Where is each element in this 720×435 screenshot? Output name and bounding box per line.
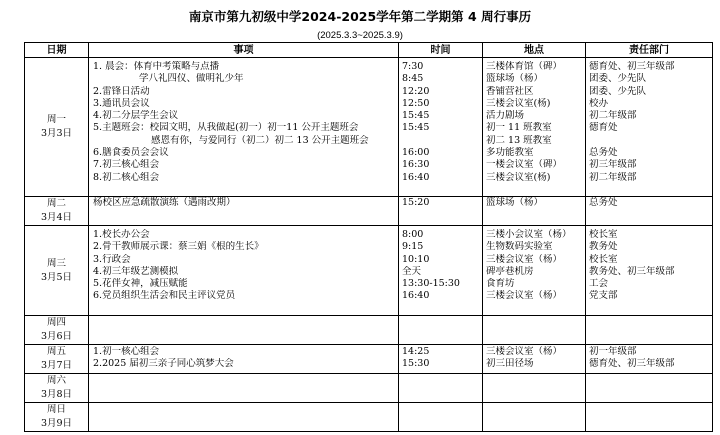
time-cell	[399, 345, 483, 374]
dept-cell	[586, 316, 713, 345]
schedule-item: 感恩有你，与爱同行（初二）初二 13 公开主题班会	[151, 134, 369, 146]
item-cell	[89, 58, 399, 197]
schedule-item: 8.初二核心组会	[93, 171, 160, 183]
date-label: 3月3日	[40, 128, 73, 139]
schedule-dept	[586, 135, 712, 147]
table-row	[25, 403, 713, 432]
schedule-dept: 德育处、初三年级部	[589, 358, 675, 370]
dept-cell	[586, 226, 713, 316]
schedule-dept: 初二年级部	[589, 171, 637, 183]
table-row	[25, 316, 713, 345]
place-cell	[483, 316, 586, 345]
schedule-place: 篮球场（杨）	[486, 73, 544, 85]
schedule-place: 活力剧场	[486, 110, 525, 122]
item-cell	[89, 226, 399, 316]
schedule-time: 13:30-15:30	[402, 278, 460, 290]
schedule-item: 1. 晨会：体育中考策略与点播	[93, 61, 220, 72]
weekday-label: 周二	[46, 198, 66, 209]
schedule-item: 3.通讯员会议	[93, 97, 150, 109]
schedule-time: 7:30	[402, 61, 424, 72]
date-label: 3月4日	[40, 212, 73, 223]
item-cell	[89, 403, 399, 432]
schedule-place: 多功能教室	[486, 147, 534, 159]
table-row	[25, 197, 713, 226]
day-cell	[25, 403, 89, 432]
header-dept: 责任部门	[586, 43, 713, 58]
header-place: 地点	[483, 43, 586, 58]
schedule-place: 三楼小会议室（杨）	[486, 229, 572, 240]
weekday-label: 周一	[46, 114, 66, 125]
schedule-dept: 初三年级部	[589, 159, 637, 171]
schedule-time: 14:25	[402, 346, 430, 357]
schedule-item: 2.骨干教师展示课：蔡三娟《根的生长》	[93, 241, 264, 253]
schedule-dept: 党支部	[589, 290, 618, 302]
table-row	[25, 58, 713, 197]
dept-cell	[586, 345, 713, 374]
date-label: 3月8日	[40, 389, 73, 400]
schedule-item: 5.花伴女神，减压赋能	[93, 278, 188, 290]
schedule-time: 10:10	[402, 253, 430, 265]
schedule-dept: 总务处	[589, 147, 618, 159]
date-label: 3月5日	[40, 271, 73, 283]
schedule-dept: 总务处	[589, 197, 618, 208]
table-row	[25, 374, 713, 403]
header-item: 事项	[89, 43, 399, 58]
schedule-place: 三楼会议室（杨）	[486, 290, 563, 302]
schedule-time: 16:30	[402, 159, 430, 171]
schedule-item: 5.主题班会：校园文明，从我做起(初一）初一11 公开主题班会	[93, 122, 359, 134]
schedule-place: 篮球场（杨）	[486, 197, 544, 208]
schedule-time: 16:40	[402, 171, 430, 183]
schedule-place: 食育坊	[486, 278, 515, 290]
schedule-item: 2.2025 届初三亲子同心筑梦大会	[93, 358, 234, 370]
place-cell	[483, 403, 586, 432]
schedule-item: 6.膳食委员会会议	[93, 147, 169, 159]
schedule-item: 1.校长办公会	[93, 229, 150, 240]
day-cell	[25, 316, 89, 345]
schedule-time: 15:45	[402, 110, 430, 122]
schedule-time: 15:20	[402, 197, 430, 208]
date-label: 3月6日	[40, 331, 73, 342]
time-cell	[399, 374, 483, 403]
schedule-item: 杨校区应急疏散演练（遇雨改期）	[93, 197, 236, 208]
page-title: 南京市第九初级中学2024-2025学年第二学期第 4 周行事历	[188, 9, 532, 24]
schedule-time: 9:15	[402, 241, 424, 253]
schedule-dept: 初一年级部	[589, 346, 637, 357]
schedule-dept: 德育处	[589, 122, 618, 134]
schedule-place: 一楼会议室（碑）	[486, 159, 563, 171]
day-cell	[25, 226, 89, 316]
schedule-time: 16:00	[402, 147, 430, 159]
place-cell	[483, 374, 586, 403]
dept-cell	[586, 197, 713, 226]
schedule-place: 生物数码实验室	[486, 241, 553, 253]
schedule-item: 7.初三核心组会	[93, 159, 160, 171]
place-cell	[483, 345, 586, 374]
item-cell	[89, 197, 399, 226]
weekday-label: 周四	[46, 317, 66, 328]
schedule-time: 12:20	[402, 85, 430, 97]
schedule-dept: 初二年级部	[589, 110, 637, 122]
schedule-place: 初一 11 班教室	[486, 122, 552, 134]
weekday-label: 周三	[46, 257, 66, 269]
time-cell	[399, 316, 483, 345]
schedule-time: 16:40	[402, 290, 430, 302]
schedule-place: 三楼会议室（杨）	[486, 346, 563, 357]
day-cell	[25, 374, 89, 403]
schedule-place: 三楼会议室(杨)	[486, 97, 551, 109]
table-header-row	[25, 43, 713, 58]
header-time: 时间	[399, 43, 483, 58]
schedule-time: 全天	[402, 265, 422, 277]
schedule-dept: 校长室	[589, 253, 618, 265]
place-cell	[483, 226, 586, 316]
schedule-time: 15:45	[402, 122, 430, 134]
place-cell	[483, 58, 586, 197]
table-row	[25, 226, 713, 316]
item-cell	[89, 316, 399, 345]
dept-cell	[586, 374, 713, 403]
day-cell	[25, 345, 89, 374]
day-cell	[25, 197, 89, 226]
time-cell	[399, 58, 483, 197]
weekly-schedule-table	[24, 42, 713, 432]
schedule-time: 15:30	[402, 358, 430, 370]
date-label: 3月7日	[40, 360, 73, 371]
item-cell	[89, 345, 399, 374]
schedule-place: 碑亭巷机房	[486, 265, 534, 277]
schedule-dept: 工会	[589, 278, 609, 290]
time-cell	[399, 197, 483, 226]
schedule-dept: 教务处	[589, 241, 618, 253]
schedule-dept: 校长室	[589, 229, 618, 240]
schedule-dept: 德育处、初三年级部	[589, 61, 675, 72]
schedule-place: 三楼体育馆（碑）	[486, 61, 563, 72]
item-cell	[89, 374, 399, 403]
date-label: 3月9日	[40, 418, 73, 429]
schedule-item: 学八礼四仪、做明礼少年	[139, 73, 244, 85]
schedule-dept: 团委、少先队	[589, 85, 647, 97]
schedule-place: 初三田径场	[486, 358, 534, 370]
schedule-item: 3.行政会	[93, 253, 131, 265]
schedule-time: 8:45	[402, 73, 424, 85]
schedule-item: 6.党员组织生活会和民主评议党员	[93, 290, 236, 302]
schedule-item: 4.初三年级艺测模拟	[93, 265, 179, 277]
time-cell	[399, 226, 483, 316]
weekday-label: 周六	[46, 375, 66, 386]
schedule-place: 三楼会议室（杨）	[486, 253, 563, 265]
schedule-item: 1.初一核心组会	[93, 346, 160, 357]
weekday-label: 周日	[46, 404, 66, 415]
dept-cell	[586, 403, 713, 432]
schedule-place: 香铺营社区	[486, 85, 534, 97]
weekday-label: 周五	[46, 346, 66, 357]
schedule-time: 12:50	[402, 97, 430, 109]
schedule-time	[399, 135, 482, 147]
schedule-place: 初二 13 班教室	[486, 134, 552, 146]
schedule-place: 三楼会议室(杨)	[486, 171, 551, 183]
schedule-item: 2.雷锋日活动	[93, 85, 150, 97]
schedule-item: 4.初二分层学生会议	[93, 110, 179, 122]
schedule-dept: 校办	[589, 97, 609, 109]
schedule-time: 8:00	[402, 229, 424, 240]
time-cell	[399, 403, 483, 432]
date-range: (2025.3.3~2025.3.9)	[317, 30, 403, 41]
header-date: 日期	[25, 43, 89, 58]
place-cell	[483, 197, 586, 226]
table-row	[25, 345, 713, 374]
day-cell	[25, 58, 89, 197]
schedule-dept: 团委、少先队	[589, 73, 647, 85]
schedule-dept: 教务处、初三年级部	[589, 265, 675, 277]
dept-cell	[586, 58, 713, 197]
